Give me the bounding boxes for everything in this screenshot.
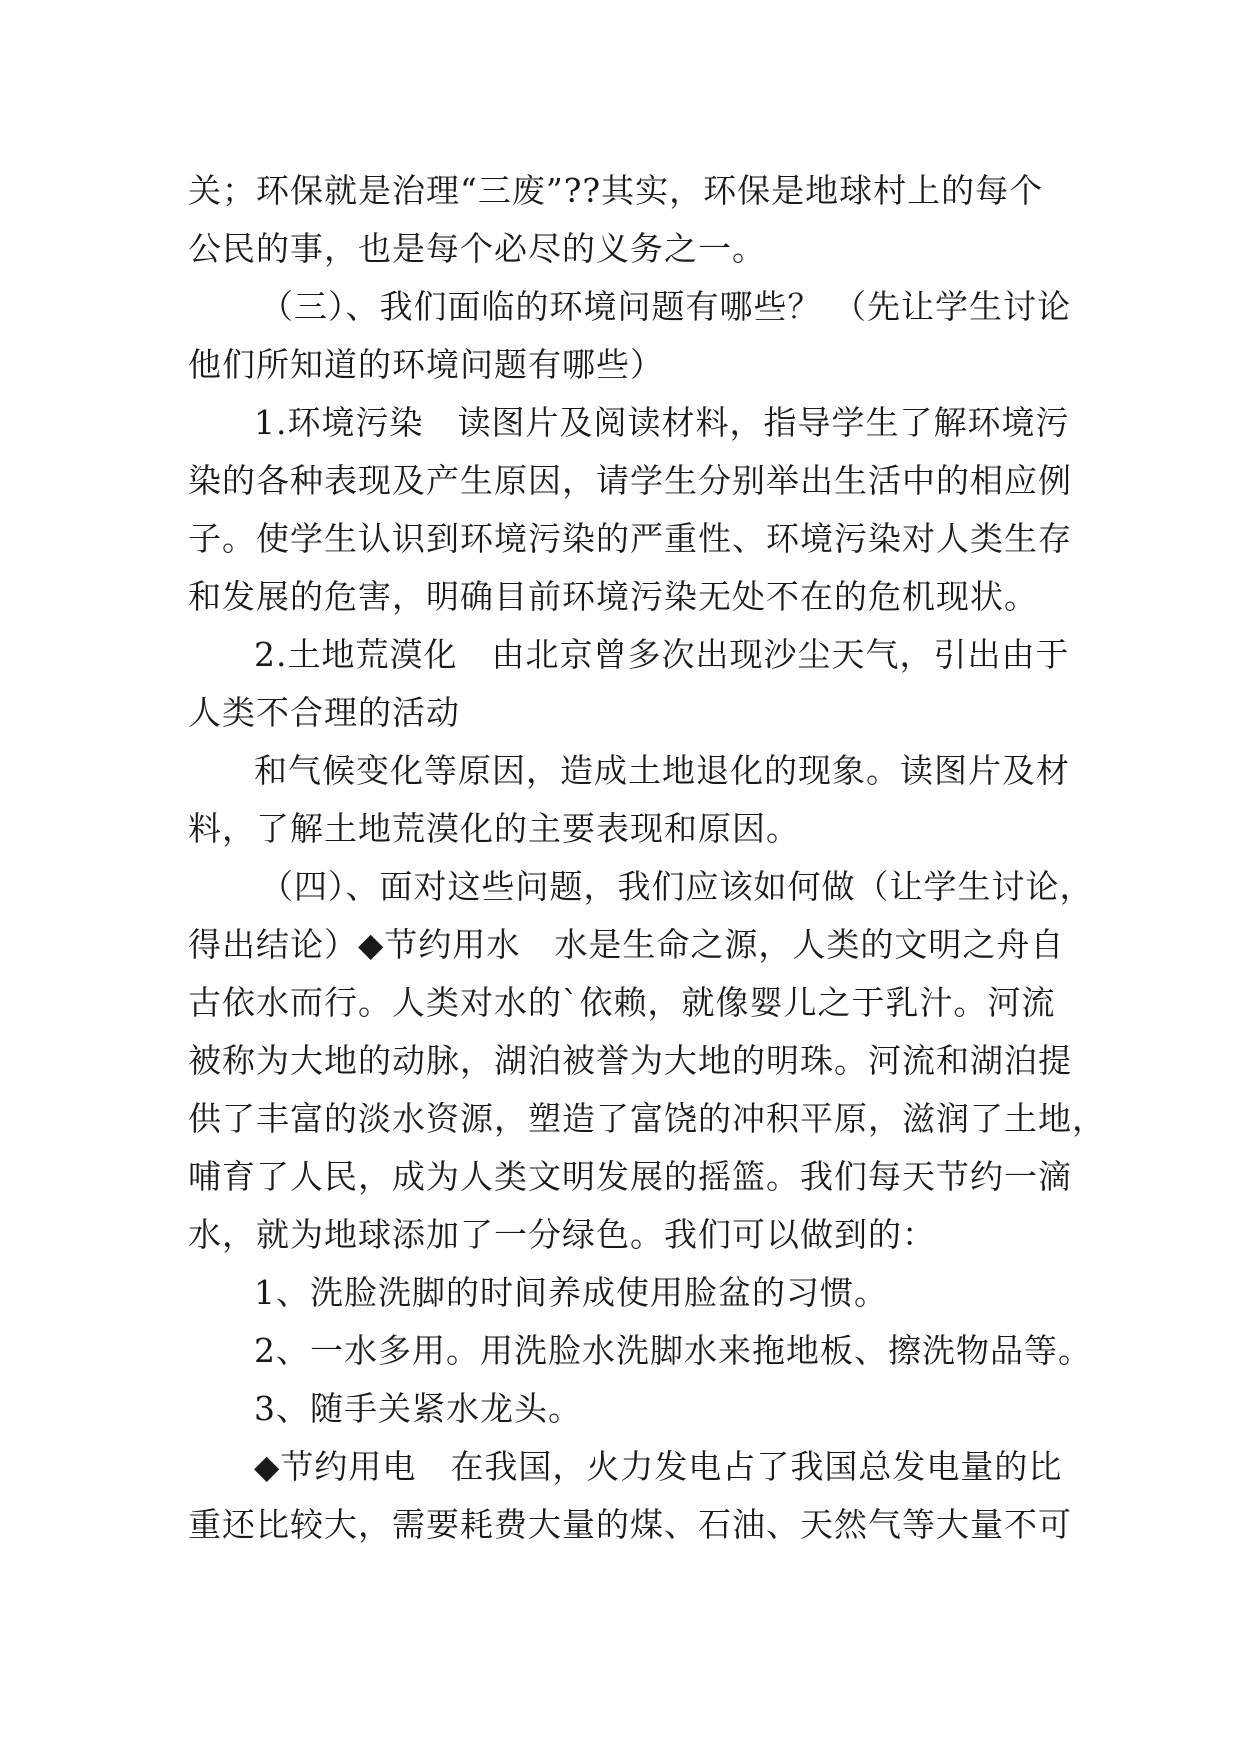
text-line: 哺育了人民，成为人类文明发展的摇篮。我们每天节约一滴 [188,1157,1072,1196]
text-line: 供了丰富的淡水资源，塑造了富饶的冲积平原，滋润了土地， [188,1099,1106,1138]
text-line: 关；环保就是治理“三废”??其实，环保是地球村上的每个 [188,171,1044,210]
text-line: 2.土地荒漠化 由北京曾多次出现沙尘天气，引出由于 [254,635,1070,674]
text-line: 染的各种表现及产生原因，请学生分别举出生活中的相应例 [188,461,1072,500]
text-line: 2、一水多用。用洗脸水洗脚水来拖地板、擦洗物品等。 [254,1331,1092,1370]
text-line: 1、洗脸洗脚的时间养成使用脸盆的习惯。 [254,1273,888,1312]
text-line: （四）、面对这些问题，我们应该如何做（让学生讨论， [260,867,1094,906]
text-line: 料，了解土地荒漠化的主要表现和原因。 [188,809,800,848]
text-line: 和发展的危害，明确目前环境污染无处不在的危机现状。 [188,577,1038,616]
text-line: 公民的事，也是每个必尽的义务之一。 [188,229,766,268]
text-line: 被称为大地的动脉，湖泊被誉为大地的明珠。河流和湖泊提 [188,1041,1072,1080]
text-line: 3、随手关紧水龙头。 [254,1389,582,1428]
document-body [188,162,1106,1554]
text-line: （三）、我们面临的环境问题有哪些？ （先让学生讨论 [260,287,1071,326]
text-line: 重还比较大，需要耗费大量的煤、石油、天然气等大量不可 [188,1505,1072,1544]
text-line: 得出结论）◆节约用水 水是生命之源，人类的文明之舟自 [188,925,1065,964]
text-line: 子。使学生认识到环境污染的严重性、环境污染对人类生存 [188,519,1072,558]
text-line: 古依水而行。人类对水的`依赖，就像婴儿之于乳汁。河流 [188,983,1056,1022]
text-line: 他们所知道的环境问题有哪些） [188,345,664,384]
text-line: 1.环境污染 读图片及阅读材料，指导学生了解环境污 [254,403,1070,442]
text-line: 水，就为地球添加了一分绿色。我们可以做到的： [188,1215,936,1254]
text-line: 和气候变化等原因，造成土地退化的现象。读图片及材 [254,751,1070,790]
text-line: 人类不合理的活动 [188,693,460,732]
text-line: ◆节约用电 在我国，火力发电占了我国总发电量的比 [254,1447,1063,1486]
